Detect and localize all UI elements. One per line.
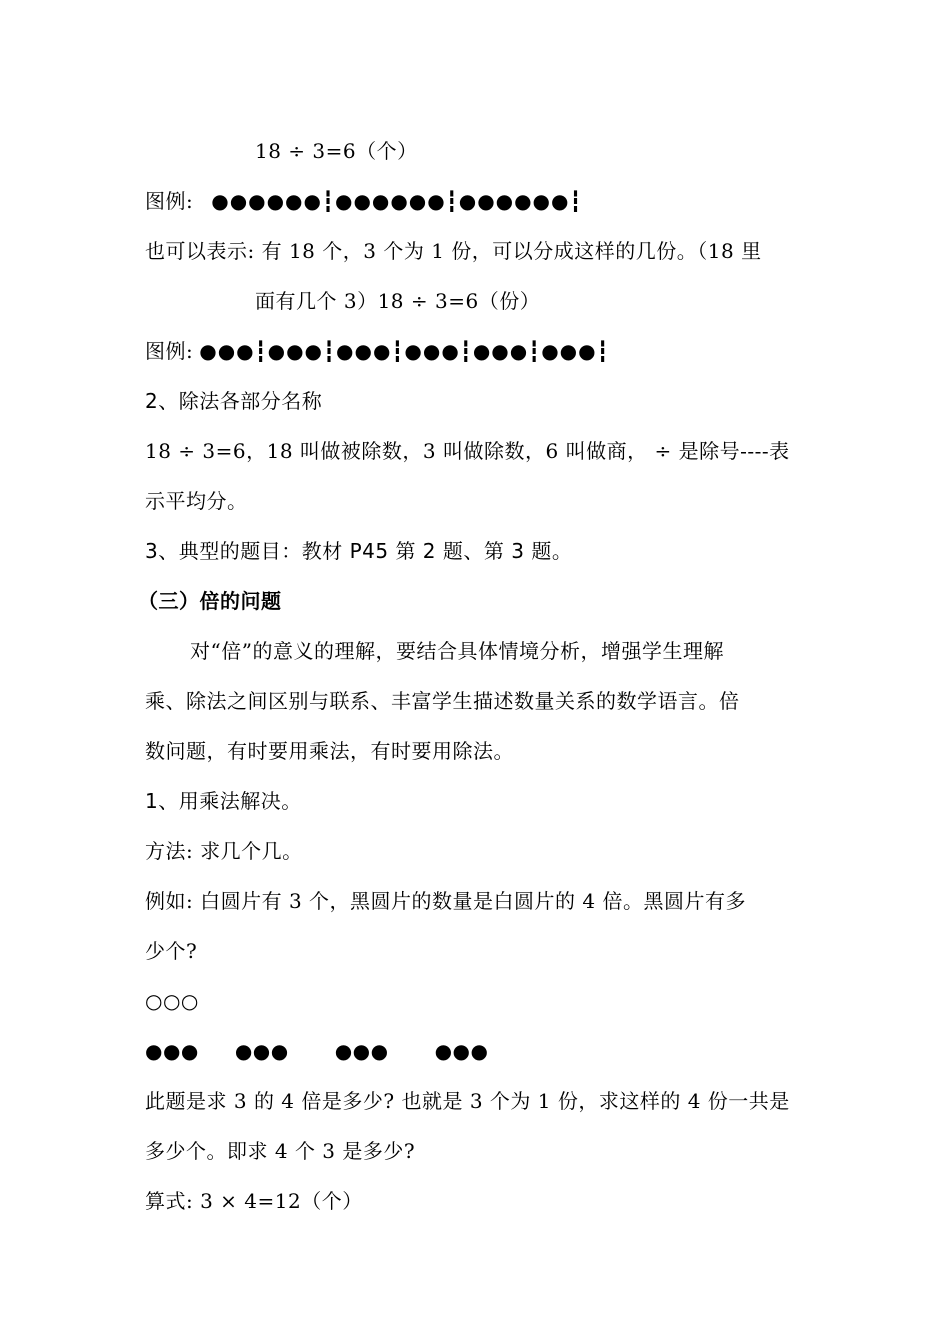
multiplication-equation: 算式: 3 × 4=12（个） [145, 1189, 363, 1213]
division-parts-text: 18 ÷ 3=6，18 叫做被除数，3 叫做除数，6 叫做商， ÷ 是除号----表 [145, 439, 790, 463]
section-heading-multiples: （三）倍的问题 [138, 589, 282, 613]
black-circle-group: ●●● [145, 1039, 199, 1063]
diagram-label: 图例: [145, 189, 194, 213]
black-circle-groups [145, 1037, 488, 1065]
alternative-meaning-text: 也可以表示: 有 18 个，3 个为 1 份，可以分成这样的几份。（18 里 [145, 239, 762, 263]
paragraph-line-2: 乘、除法之间区别与联系、丰富学生描述数量关系的数学语言。倍 [145, 689, 740, 713]
explanation-text: 此题是求 3 的 4 倍是多少? 也就是 3 个为 1 份，求这样的 4 份一共是 [145, 1089, 790, 1113]
white-circles: ○○○ [145, 989, 199, 1013]
example-text-cont: 少个? [145, 939, 198, 963]
diagram-row-2 [145, 337, 610, 365]
explanation-text-cont: 多少个。即求 4 个 3 是多少? [145, 1139, 416, 1163]
paragraph-line-1: 对“倍”的意义的理解，要结合具体情境分析，增强学生理解 [190, 639, 724, 663]
black-circle-group: ●●● [334, 1039, 389, 1063]
dot-diagram-six-groups: ●●●┇●●●┇●●●┇●●●┇●●●┇●●●┇ [199, 339, 610, 363]
typical-questions-text: 3、典型的题目：教材 P45 第 2 题、第 3 题。 [145, 539, 573, 563]
diagram-label: 图例: [145, 339, 194, 363]
division-equation-pieces: 18 ÷ 3=6（个） [255, 139, 418, 163]
subheading-multiplication: 1、用乘法解决。 [145, 789, 302, 813]
example-text: 例如: 白圆片有 3 个，黑圆片的数量是白圆片的 4 倍。黑圆片有多 [145, 889, 746, 913]
method-text: 方法: 求几个几。 [145, 839, 303, 863]
section-heading-division-parts: 2、除法各部分名称 [145, 389, 323, 413]
division-equation-shares: 面有几个 3）18 ÷ 3=6（份） [255, 289, 541, 313]
dot-diagram-three-groups: ●●●●●●┇●●●●●●┇●●●●●●┇ [211, 189, 583, 213]
black-circle-group: ●●● [234, 1039, 289, 1063]
black-circle-group: ●●● [434, 1039, 489, 1063]
diagram-row-1 [145, 187, 583, 215]
division-parts-text-cont: 示平均分。 [145, 489, 248, 513]
paragraph-line-3: 数问题，有时要用乘法，有时要用除法。 [145, 739, 514, 763]
